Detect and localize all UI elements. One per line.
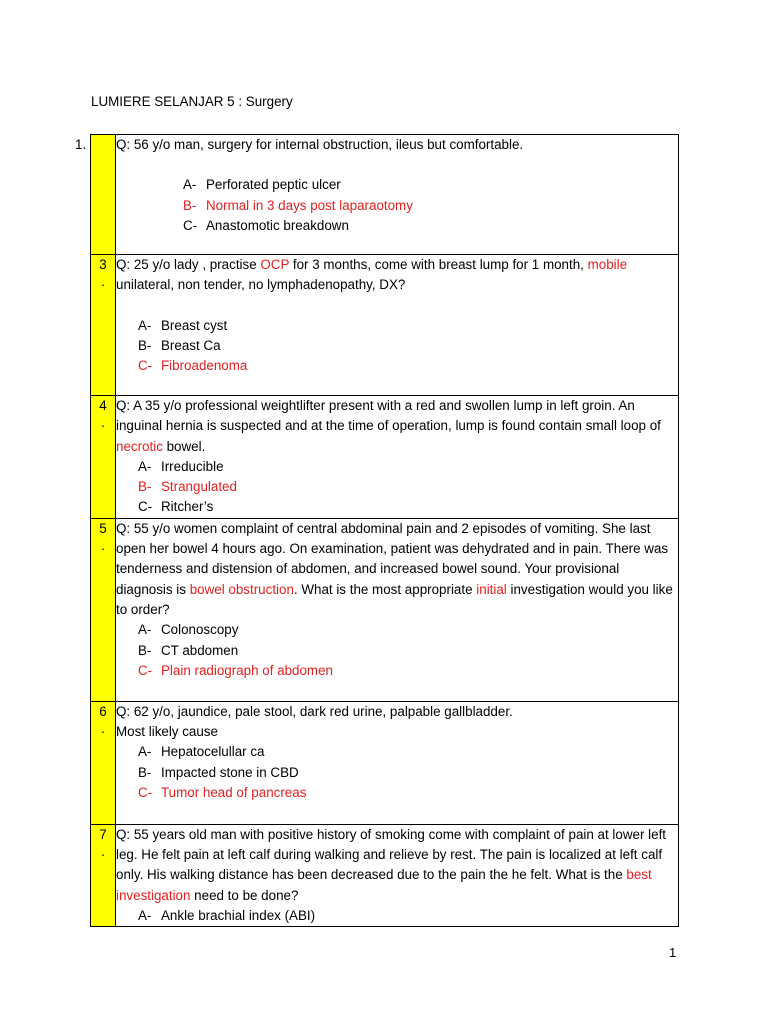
question-body [116,518,679,701]
question-number: 6 [99,703,107,719]
question-number: 7 [99,826,107,842]
question-text [116,255,678,296]
option-label: C- [138,662,153,678]
answer-option [138,497,678,517]
answer-option [138,906,678,926]
question-row [91,824,679,926]
answer-option [183,216,678,236]
question-number: 3 [99,257,107,272]
answer-option [183,175,678,195]
question-text-segment: Q: 25 y/o lady , practise [116,257,261,272]
answer-options [138,906,678,926]
option-text: Impacted stone in CBD [161,764,299,780]
question-body [116,701,679,824]
question-text [116,825,678,906]
answer-options [138,316,678,377]
question-table [90,134,679,927]
option-label: A- [138,317,152,333]
option-label: A- [138,622,152,638]
question-number-cell [91,824,116,926]
option-label: B- [183,197,197,213]
option-text: Breast Ca [161,337,221,353]
answer-option [138,457,678,477]
question-text [116,396,678,457]
document-title: LUMIERE SELANJAR 5 : Surgery [91,94,293,109]
option-label: A- [138,744,152,760]
option-text: Ankle brachial index (ABI) [161,907,316,923]
question-row [91,518,679,701]
option-label: C- [138,358,153,374]
answer-option [138,742,678,762]
question-body [116,135,679,255]
question-number-cell [91,518,116,701]
question-text [116,519,678,620]
question-row [91,396,679,519]
correct-answer-option [138,477,678,497]
question-row [91,135,679,255]
question-number-dot: . [101,537,105,553]
question-text-segment: . What is the most appropriate [293,581,477,597]
question-number-dot: . [101,415,105,430]
question-text-segment: Q: 56 y/o man, surgery for internal obstruction, ileus but comfortable. [116,137,524,152]
answer-option [138,763,678,783]
question-number-cell [91,701,116,824]
question-number: 4 [99,398,107,413]
question-text-segment: need to be done? [190,887,299,903]
option-text: Tumor head of pancreas [161,784,307,800]
page-number: 1 [669,945,677,960]
question-row [91,701,679,824]
question-number: 5 [99,520,107,536]
question-number-cell [91,396,116,519]
question-text-segment: Q: 62 y/o, jaundice, pale stool, dark red urine, palpable gallbladder. [116,703,513,719]
correct-answer-option [183,196,678,216]
question-row [91,255,679,396]
question-text-segment: Most likely cause [116,724,218,740]
option-text: Hepatocelullar ca [161,744,265,760]
question-text [116,702,678,743]
highlighted-keyword: best investigation [116,867,652,903]
highlighted-keyword: necrotic [116,438,163,454]
option-text: CT abdomen [161,642,239,658]
option-label: B- [138,337,152,353]
option-label: C- [138,784,153,800]
spacer [116,155,678,175]
question-body [116,824,679,926]
option-text: Irreducible [161,458,224,474]
highlighted-keyword: OCP [260,257,290,272]
question-number-cell [91,255,116,396]
outer-question-number: 1. [75,137,87,152]
option-label: B- [138,764,152,780]
question-number-dot: . [101,274,105,289]
question-number-cell [91,135,116,255]
option-label: A- [138,907,152,923]
correct-answer-option [138,783,678,803]
question-text-segment: investigation would you like to order? [116,581,673,617]
option-label: C- [183,217,198,233]
option-text: Anastomotic breakdown [206,217,349,233]
correct-answer-option [138,661,678,681]
question-number-dot: . [101,720,105,736]
highlighted-keyword: bowel obstruction [189,581,294,597]
option-text: Colonoscopy [161,622,239,638]
option-text: Ritcher’s [161,499,214,515]
question-text-segment: Q: 55 y/o women complaint of central abdominal pain and 2 episodes of vomiting. She last open her bowel 4 hours ago. On examination, patient was dehydrated and in pain. There was tenderness and distension of abdomen, and increased bowel sound. Your provisional diagnosis is [116,520,669,597]
option-text: Fibroadenoma [161,358,248,374]
spacer [116,296,678,316]
option-text: Plain radiograph of abdomen [161,662,333,678]
highlighted-keyword: initial [476,581,507,597]
answer-option [138,316,678,336]
question-body [116,396,679,519]
question-text-segment: Q: 55 years old man with positive history of smoking come with complaint of pain at lower left leg. He felt pain at left calf during walking and relieve by rest. The pain is localized at left calf only. His walking distance has been decreased due to the pain the he felt. What is the [116,826,667,883]
question-body [116,255,679,396]
question-text-segment: bowel. [162,438,206,454]
question-text [116,135,678,155]
answer-options [138,620,678,681]
option-text: Normal in 3 days post laparaotomy [206,197,413,213]
answer-option [138,620,678,640]
answer-option [138,336,678,356]
option-text: Strangulated [161,479,237,495]
option-text: Breast cyst [161,317,228,333]
option-label: B- [138,642,152,658]
answer-option [138,641,678,661]
option-label: A- [183,177,197,193]
correct-answer-option [138,356,678,376]
question-text-segment: Q: A 35 y/o professional weightlifter present with a red and swollen lump in left groin. An inguinal hernia is suspected and at the time of operation, lump is found contain small loop of [116,398,661,434]
answer-options [183,175,678,236]
option-label: C- [138,499,153,515]
question-text-segment: unilateral, non tender, no lymphadenopathy, DX? [116,277,406,293]
option-label: B- [138,479,152,495]
question-text-segment: for 3 months, come with breast lump for 1 month, [289,257,588,272]
question-number-dot: . [101,843,105,859]
answer-options [138,457,678,518]
option-text: Perforated peptic ulcer [206,177,341,193]
answer-options [138,742,678,803]
highlighted-keyword: mobile [587,257,628,272]
option-label: A- [138,458,152,474]
